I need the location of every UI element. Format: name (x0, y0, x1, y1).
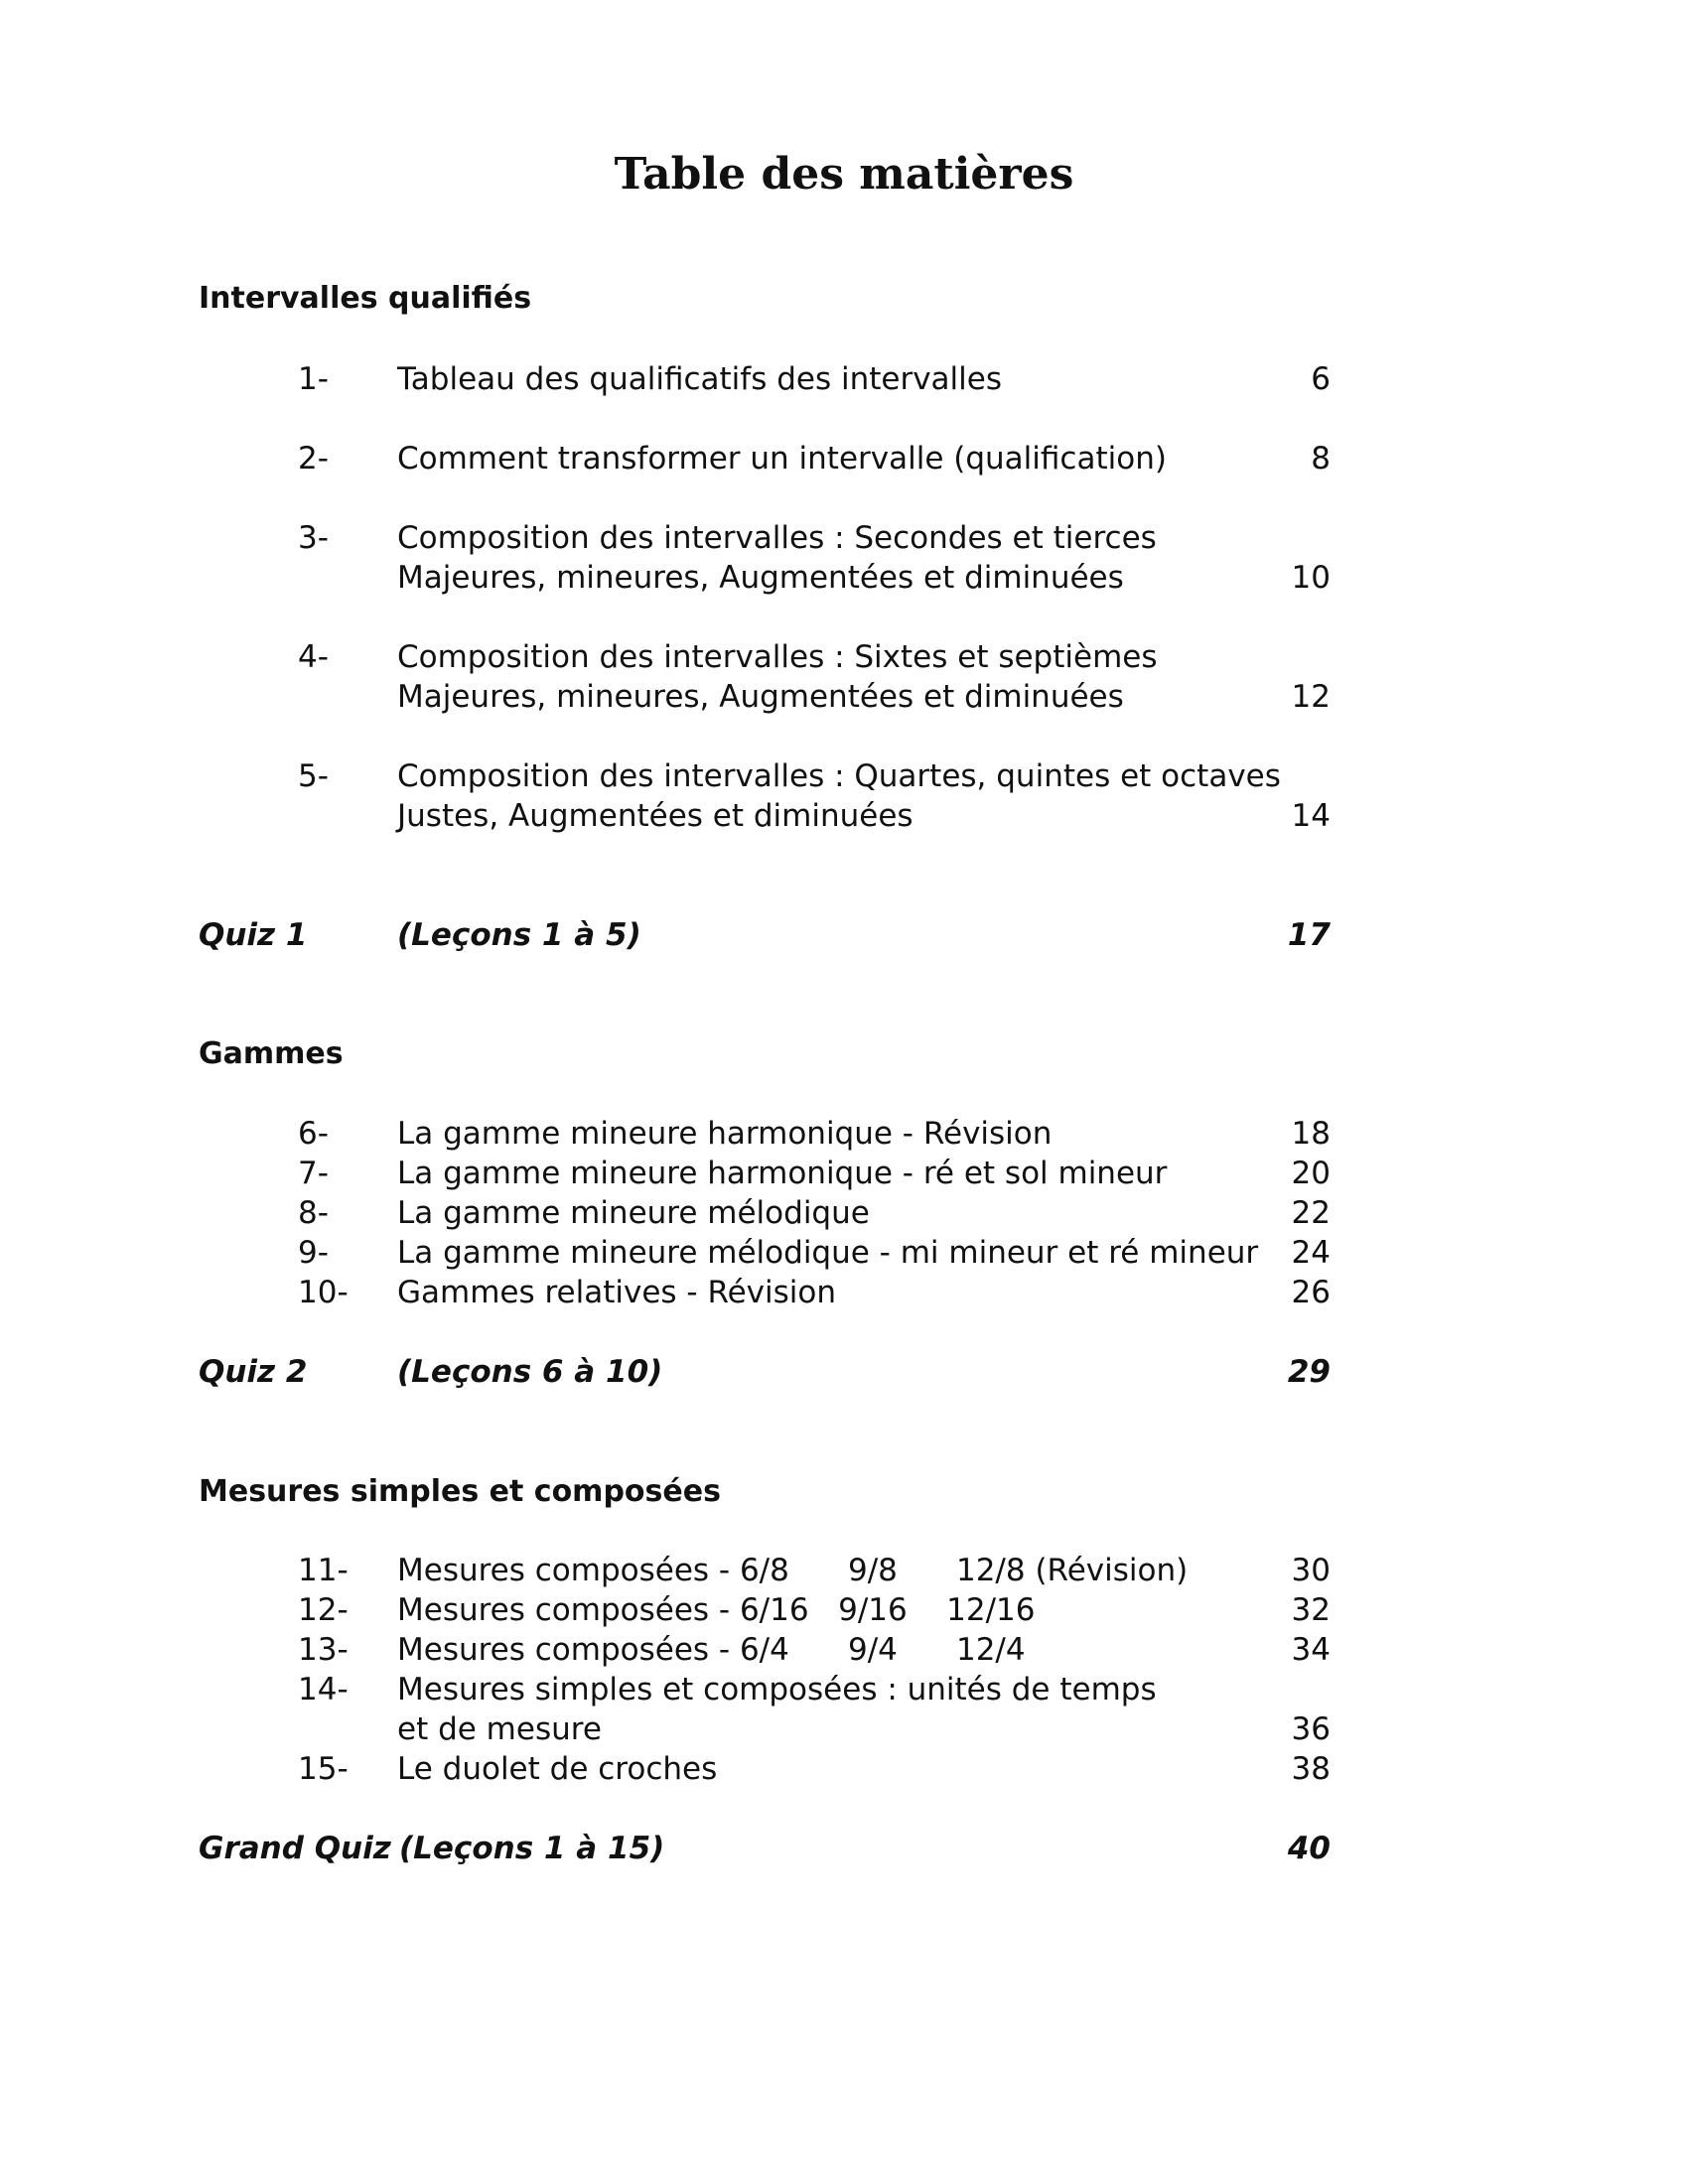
toc-quiz-entry[interactable] (0, 1352, 1688, 1392)
entry-title: La gamme mineure harmonique - Révision (397, 1116, 1053, 1152)
toc-entry[interactable] (0, 1154, 1688, 1193)
toc-entry[interactable] (0, 439, 1688, 478)
toc-entry[interactable] (0, 1193, 1688, 1233)
quiz-page-number: 17 (1287, 917, 1331, 953)
toc-entry[interactable] (0, 756, 1688, 796)
toc-quiz-entry[interactable] (0, 1829, 1688, 1868)
toc-entry[interactable] (0, 1670, 1688, 1709)
toc-entry[interactable] (0, 1114, 1688, 1154)
quiz-range: (Leçons 1 à 15) (399, 1831, 665, 1866)
quiz-page-number: 40 (1287, 1831, 1331, 1866)
entry-title: Mesures composées - 6/16 9/16 12/16 (397, 1592, 1036, 1628)
quiz-label: Grand Quiz (199, 1831, 391, 1866)
entry-title: Composition des intervalles : Sixtes et septièmes (397, 639, 1158, 675)
entry-page-number: 22 (1291, 1195, 1331, 1231)
entry-page-number: 18 (1291, 1116, 1331, 1152)
toc-entry-continuation[interactable] (0, 558, 1688, 598)
entry-title: Mesures composées - 6/4 9/4 12/4 (397, 1632, 1026, 1668)
toc-entry[interactable] (0, 637, 1688, 677)
entry-number: 4- (298, 639, 329, 675)
entry-title-line2: Majeures, mineures, Augmentées et diminuées (397, 679, 1124, 715)
quiz-range: (Leçons 6 à 10) (397, 1354, 663, 1390)
entry-number: 7- (298, 1156, 329, 1191)
entry-title: Comment transformer un intervalle (qualification) (397, 441, 1167, 477)
entry-title: Composition des intervalles : Quartes, quintes et octaves (397, 758, 1281, 794)
quiz-label: Quiz 1 (199, 917, 308, 953)
entry-page-number: 24 (1291, 1235, 1331, 1271)
toc-entry-continuation[interactable] (0, 796, 1688, 836)
entry-number: 13- (298, 1632, 349, 1668)
toc-entry-continuation[interactable] (0, 1709, 1688, 1749)
entry-number: 6- (298, 1116, 329, 1152)
entry-number: 2- (298, 441, 329, 477)
section-heading-gammes: Gammes (199, 1036, 344, 1071)
entry-page-number: 26 (1291, 1275, 1331, 1310)
entry-page-number: 20 (1291, 1156, 1331, 1191)
entry-title: La gamme mineure mélodique - mi mineur et ré mineur (397, 1235, 1259, 1271)
entry-page-number: 30 (1291, 1553, 1331, 1588)
toc-entry[interactable] (0, 1551, 1688, 1590)
toc-entry[interactable] (0, 1749, 1688, 1789)
toc-quiz-entry[interactable] (0, 915, 1688, 955)
entry-title: Mesures simples et composées : unités de temps (397, 1672, 1157, 1707)
entry-page-number: 6 (1311, 361, 1331, 397)
entry-title: La gamme mineure mélodique (397, 1195, 870, 1231)
entry-number: 3- (298, 520, 329, 556)
entry-number: 8- (298, 1195, 329, 1231)
toc-entry[interactable] (0, 518, 1688, 558)
entry-page-number: 32 (1291, 1592, 1331, 1628)
toc-entry[interactable] (0, 1630, 1688, 1670)
quiz-range: (Leçons 1 à 5) (397, 917, 641, 953)
entry-page-number: 38 (1291, 1751, 1331, 1787)
entry-number: 9- (298, 1235, 329, 1271)
toc-entry[interactable] (0, 1590, 1688, 1630)
toc-entry[interactable] (0, 359, 1688, 399)
entry-title: Le duolet de croches (397, 1751, 718, 1787)
entry-title: Gammes relatives - Révision (397, 1275, 837, 1310)
section-heading-intervalles: Intervalles qualifiés (199, 281, 532, 316)
entry-number: 14- (298, 1672, 349, 1707)
entry-title-line2: Majeures, mineures, Augmentées et diminuées (397, 560, 1124, 596)
page-title: Table des matières (614, 149, 1074, 200)
entry-number: 15- (298, 1751, 349, 1787)
entry-number: 11- (298, 1553, 349, 1588)
toc-entry[interactable] (0, 1233, 1688, 1273)
quiz-label: Quiz 2 (199, 1354, 308, 1390)
entry-page-number: 14 (1291, 798, 1331, 834)
entry-title-line2: et de mesure (397, 1711, 602, 1747)
quiz-page-number: 29 (1287, 1354, 1331, 1390)
entry-title: Composition des intervalles : Secondes et tierces (397, 520, 1157, 556)
entry-page-number: 10 (1291, 560, 1331, 596)
section-heading-mesures: Mesures simples et composées (199, 1474, 721, 1509)
entry-title: Mesures composées - 6/8 9/8 12/8 (Révision) (397, 1553, 1189, 1588)
entry-number: 10- (298, 1275, 349, 1310)
entry-title-line2: Justes, Augmentées et diminuées (397, 798, 914, 834)
entry-number: 12- (298, 1592, 349, 1628)
entry-title: La gamme mineure harmonique - ré et sol mineur (397, 1156, 1168, 1191)
entry-title: Tableau des qualificatifs des intervalles (397, 361, 1002, 397)
entry-page-number: 12 (1291, 679, 1331, 715)
entry-number: 5- (298, 758, 329, 794)
toc-entry-continuation[interactable] (0, 677, 1688, 717)
entry-page-number: 8 (1311, 441, 1331, 477)
entry-number: 1- (298, 361, 329, 397)
entry-page-number: 36 (1291, 1711, 1331, 1747)
entry-page-number: 34 (1291, 1632, 1331, 1668)
toc-entry[interactable] (0, 1273, 1688, 1312)
